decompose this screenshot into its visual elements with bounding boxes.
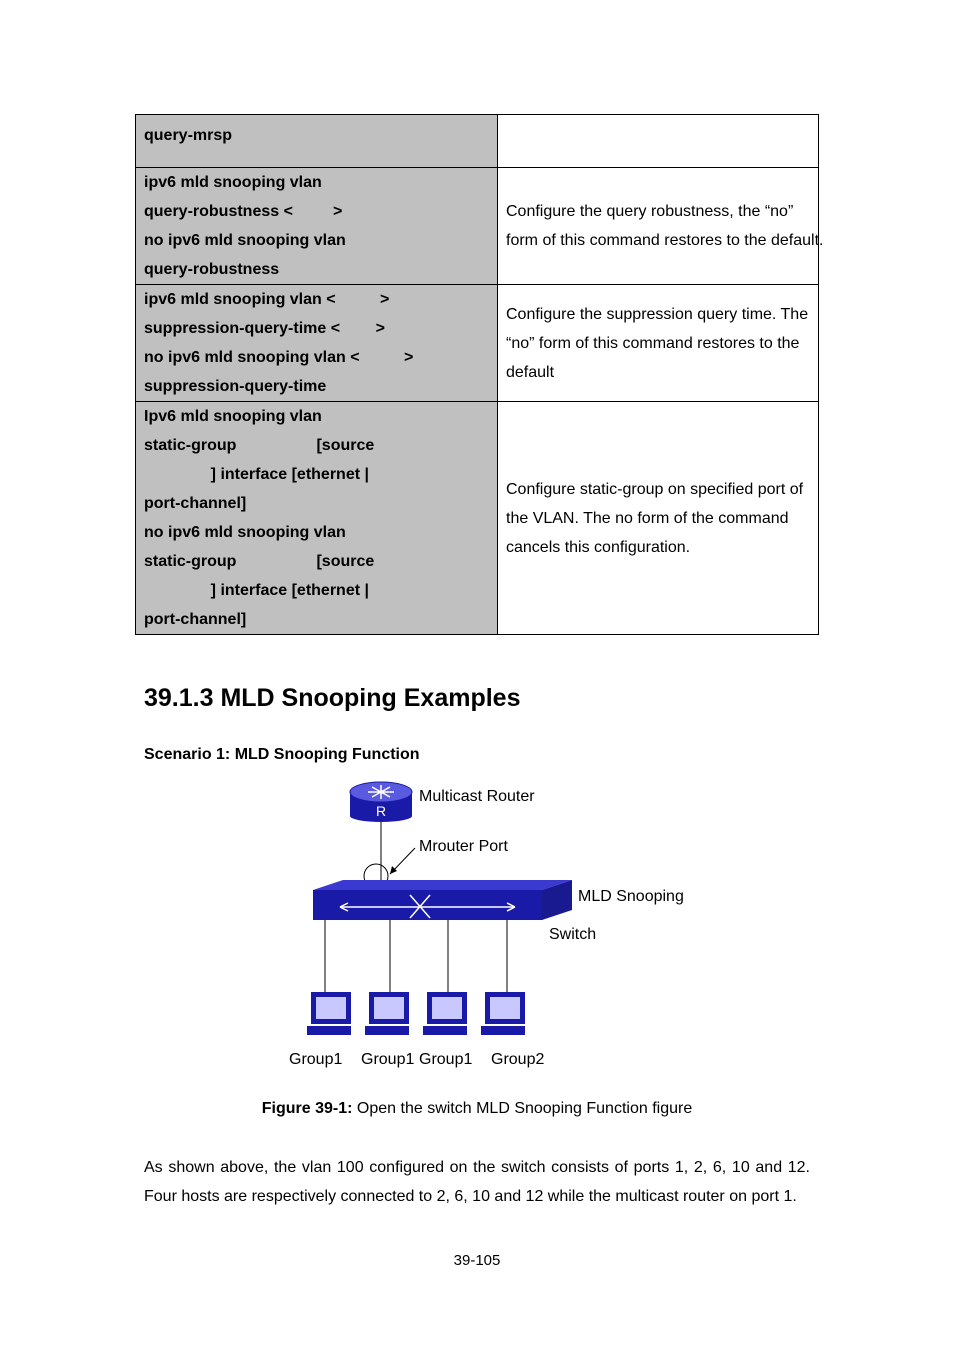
command-cell <box>136 115 498 168</box>
command-line: Ipv6 mld snooping vlan <box>144 408 322 425</box>
command-line: suppression-query-time <box>144 378 327 395</box>
switch-label: MLD Snooping <box>578 888 684 905</box>
section-heading: 39.1.3 MLD Snooping Examples <box>144 684 521 712</box>
figure-caption <box>0 1100 954 1118</box>
command-line: ] interface [ethernet | <box>144 466 369 483</box>
description-line: default <box>506 363 555 381</box>
host-label: Group2 <box>491 1051 545 1068</box>
table-row <box>136 168 819 285</box>
command-line: ipv6 mld snooping vlan <box>144 174 322 191</box>
description-line: “no” form of this command restores to the <box>506 334 800 352</box>
table-row <box>136 402 819 635</box>
command-line: port-channel] <box>144 611 247 628</box>
description-cell <box>498 115 819 168</box>
scenario-title: Scenario 1: MLD Snooping Function <box>144 746 420 763</box>
host-label: Group1 <box>289 1051 343 1068</box>
network-diagram <box>280 770 720 1080</box>
command-line: ipv6 mld snooping vlan < > <box>144 291 390 308</box>
command-cell <box>136 168 498 285</box>
figure-label: Figure 39-1: <box>261 1100 353 1117</box>
router-letter: R <box>375 803 387 819</box>
command-line: port-channel] <box>144 495 247 512</box>
description-line: Configure static-group on specified port of <box>506 480 804 498</box>
figure-caption-text: Open the switch MLD Snooping Function figure <box>352 1100 693 1117</box>
command-line: query-robustness <box>144 261 280 278</box>
command-line: no ipv6 mld snooping vlan <box>144 232 346 249</box>
table-row <box>136 115 819 168</box>
command-line: query-robustness < > <box>144 203 343 220</box>
host-label: Group1 <box>419 1051 473 1068</box>
router-label: Multicast Router <box>419 788 535 805</box>
host-computer-icon <box>481 992 525 1035</box>
description-line: cancels this configuration. <box>506 538 691 556</box>
command-line: no ipv6 mld snooping vlan < > <box>144 349 414 366</box>
table-row <box>136 285 819 402</box>
description-line: the VLAN. The no form of the command <box>506 509 789 527</box>
body-paragraph: As shown above, the vlan 100 configured on the switch consists of ports 1, 2, 6, 10 and 12. Four hosts are respectively connected to 2, 6, 10 and 12 while the multicast router on port 1. <box>144 1159 810 1205</box>
description-cell <box>498 285 819 402</box>
host-computer-icon <box>307 992 351 1035</box>
description-cell <box>498 402 819 635</box>
command-line: query-mrsp <box>144 127 233 144</box>
command-line: suppression-query-time < > <box>144 320 385 337</box>
switch-icon <box>313 880 572 920</box>
command-cell <box>136 285 498 402</box>
page-number: 39-105 <box>453 1252 501 1269</box>
switch-label-second-line: Switch <box>549 926 597 943</box>
description-line: Configure the suppression query time. The <box>506 305 809 323</box>
host-label: Group1 <box>361 1051 415 1068</box>
command-line: static-group [source <box>144 437 375 454</box>
description-line: Configure the query robustness, the “no” <box>506 203 794 220</box>
command-cell <box>136 402 498 635</box>
mrouter-port-label: Mrouter Port <box>419 838 508 855</box>
host-computer-icon <box>423 992 467 1035</box>
description-line: form of this command restores to the default. <box>506 232 824 249</box>
command-line: no ipv6 mld snooping vlan <box>144 524 346 541</box>
router-icon <box>350 782 412 822</box>
command-line: ] interface [ethernet | <box>144 582 369 599</box>
host-computer-icon <box>365 992 409 1035</box>
description-cell <box>498 168 824 285</box>
command-line: static-group [source <box>144 553 375 570</box>
command-table <box>135 114 824 635</box>
network-diagram-graphic <box>280 770 720 1080</box>
